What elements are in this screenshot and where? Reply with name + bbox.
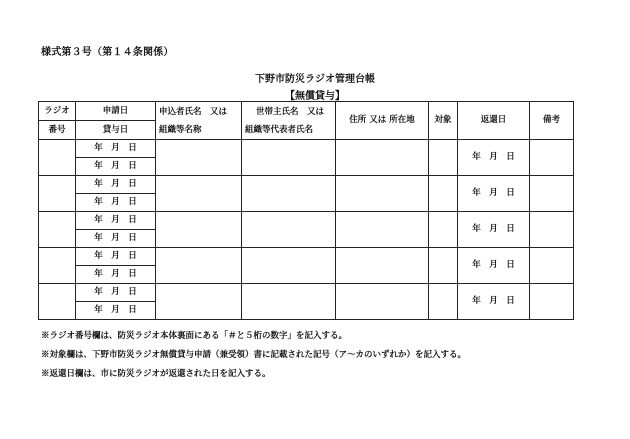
- application-date-cell[interactable]: 年 月 日: [76, 212, 156, 230]
- loan-date-cell[interactable]: 年 月 日: [76, 158, 156, 176]
- target-cell[interactable]: [429, 140, 458, 176]
- applicant-cell[interactable]: [156, 248, 242, 284]
- form-number: 様式第３号（第１４条関係）: [41, 47, 174, 58]
- householder-cell[interactable]: [242, 176, 336, 212]
- target-cell[interactable]: [429, 284, 458, 320]
- target-cell[interactable]: [429, 248, 458, 284]
- header-row: [39, 102, 574, 121]
- header-householder-line2: 組織等代表者氏名: [245, 124, 314, 135]
- application-date-cell[interactable]: 年 月 日: [76, 176, 156, 194]
- application-date-cell[interactable]: 年 月 日: [76, 248, 156, 266]
- radio-number-cell[interactable]: [39, 248, 76, 284]
- header-applicant-line1: 申込者氏名 又は: [159, 106, 228, 117]
- notes-section: [41, 327, 466, 384]
- radio-number-cell[interactable]: [39, 176, 76, 212]
- header-applicant: [156, 102, 242, 140]
- table-row: [39, 284, 574, 302]
- header-loan-date: 貸与日: [76, 121, 156, 140]
- remarks-cell[interactable]: [530, 140, 574, 176]
- target-cell[interactable]: [429, 212, 458, 248]
- table-row: [39, 212, 574, 230]
- radio-number-cell[interactable]: [39, 212, 76, 248]
- householder-cell[interactable]: [242, 248, 336, 284]
- note-target: ※対象欄は、下野市防災ラジオ無償貸与申請（兼受領）書に記載された記号（ア～カのいずれか）を記入する。: [41, 350, 467, 360]
- table-row: [39, 248, 574, 266]
- note-return-date: ※返還日欄は、市に防災ラジオが返還された日を記入する。: [41, 369, 271, 379]
- return-date-cell[interactable]: 年 月 日: [458, 248, 530, 284]
- remarks-cell[interactable]: [530, 284, 574, 320]
- householder-cell[interactable]: [242, 140, 336, 176]
- remarks-cell[interactable]: [530, 176, 574, 212]
- loan-date-cell[interactable]: 年 月 日: [76, 230, 156, 248]
- address-cell[interactable]: [336, 284, 429, 320]
- return-date-cell[interactable]: 年 月 日: [458, 212, 530, 248]
- return-date-cell[interactable]: 年 月 日: [458, 176, 530, 212]
- header-radio-number: ラジオ: [39, 102, 76, 121]
- header-householder: [242, 102, 336, 140]
- loan-date-cell[interactable]: 年 月 日: [76, 194, 156, 212]
- radio-number-cell[interactable]: [39, 284, 76, 320]
- header-application-date: 申請日: [76, 102, 156, 121]
- address-cell[interactable]: [336, 176, 429, 212]
- loan-date-cell[interactable]: 年 月 日: [76, 302, 156, 320]
- table-row: [39, 140, 574, 158]
- address-cell[interactable]: [336, 248, 429, 284]
- applicant-cell[interactable]: [156, 140, 242, 176]
- loan-date-cell[interactable]: 年 月 日: [76, 266, 156, 284]
- target-cell[interactable]: [429, 176, 458, 212]
- householder-cell[interactable]: [242, 212, 336, 248]
- header-target: 対象: [429, 102, 458, 140]
- header-return-date: 返還日: [458, 102, 530, 140]
- return-date-cell[interactable]: 年 月 日: [458, 284, 530, 320]
- table-row: [39, 176, 574, 194]
- remarks-cell[interactable]: [530, 212, 574, 248]
- header-radio-number-line2: 番号: [39, 121, 76, 140]
- radio-ledger-table: [38, 101, 574, 320]
- application-date-cell[interactable]: 年 月 日: [76, 140, 156, 158]
- header-applicant-line2: 組織等名称: [159, 124, 202, 135]
- document-subtitle: 【無償貸与】: [285, 91, 345, 102]
- header-address: 住所 又は 所在地: [336, 102, 429, 140]
- header-remarks: 備考: [530, 102, 574, 140]
- applicant-cell[interactable]: [156, 176, 242, 212]
- header-householder-line1: 世帯主氏名 又は: [255, 106, 324, 117]
- application-date-cell[interactable]: 年 月 日: [76, 284, 156, 302]
- applicant-cell[interactable]: [156, 284, 242, 320]
- remarks-cell[interactable]: [530, 248, 574, 284]
- note-radio-number: ※ラジオ番号欄は、防災ラジオ本体裏面にある「＃と５桁の数字」を記入する。: [41, 331, 348, 341]
- radio-number-cell[interactable]: [39, 140, 76, 176]
- householder-cell[interactable]: [242, 284, 336, 320]
- address-cell[interactable]: [336, 212, 429, 248]
- return-date-cell[interactable]: 年 月 日: [458, 140, 530, 176]
- address-cell[interactable]: [336, 140, 429, 176]
- applicant-cell[interactable]: [156, 212, 242, 248]
- document-title: 下野市防災ラジオ管理台帳: [255, 74, 375, 85]
